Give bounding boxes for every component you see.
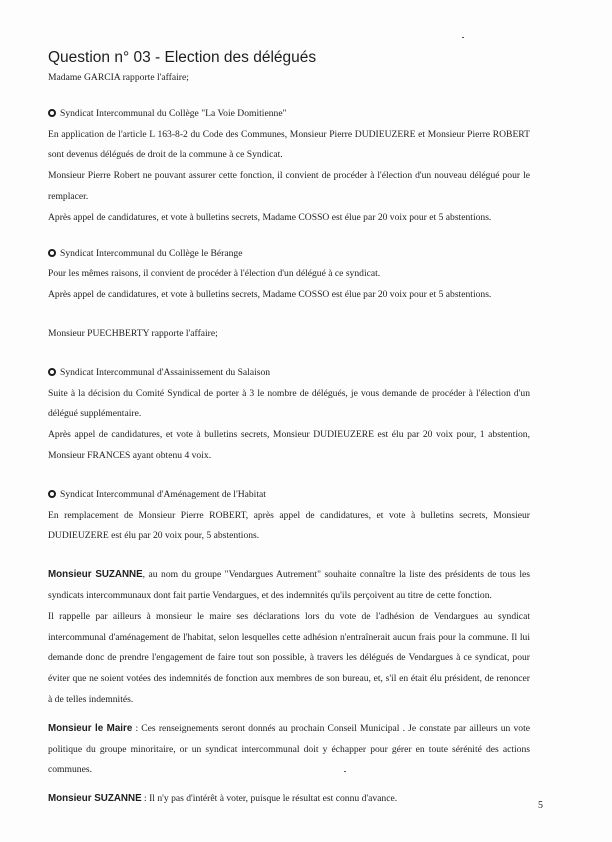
paragraph: En application de l'article L 163-8-2 du Code des Communes, Monsieur Pierre DUDIEUZERE et Monsieur Pierre ROBERT sont devenus délégués de droit de la commune à ce Syndicat.	[48, 128, 530, 161]
bullet-icon	[48, 490, 56, 498]
bullet-icon	[48, 368, 56, 376]
paragraph: Il rappelle par ailleurs à monsieur le maire ses déclarations lors du vote de l'adhésion de Vendargues au syndicat intercommunal d'aménagement de l'habitat, selon lesquelles cette adhésion n'entraînerait aucun frais pour la commune. Il lui demande donc de prendre l'engagement de faire tout son possible, à travers les délégués de Vendargues à ce syndicat, pour éviter que ne soient votées des indemnités de fonction aux membres de son bureau, et, s'il en était élu président, de renoncer à de telles indemnités.	[48, 610, 530, 705]
speaker-name: Monsieur SUZANNE	[48, 793, 142, 805]
bullet-icon	[48, 249, 56, 257]
intro-line-2: Monsieur PUECHBERTY rapporte l'affaire;	[48, 327, 218, 339]
scan-speck	[344, 771, 346, 772]
paragraph: Suite à la décision du Comité Syndical de porter à 3 le nombre de délégués, je vous demande de procéder à l'élection d'un délégué supplémentaire.	[48, 387, 530, 420]
paragraph: Après appel de candidatures, et vote à bulletins secrets, Madame COSSO est élue par 20 voix pour et 5 abstentions.	[48, 289, 492, 301]
page-title: Question n° 03 - Election des délégués	[48, 49, 317, 66]
debate-entry: Monsieur SUZANNE : Il n'y pas d'intérêt à voter, puisque le résultat est connu d'avance.	[48, 793, 398, 805]
section-heading-habitat: Syndicat Intercommunal d'Aménagement de l'Habitat	[48, 485, 530, 506]
bullet-icon	[48, 109, 56, 117]
section-heading-salaison: Syndicat Intercommunal d'Assainissement du Salaison	[48, 363, 530, 384]
speaker-name: Monsieur le Maire	[48, 722, 133, 734]
page-number: 5	[538, 800, 543, 811]
paragraph: En remplacement de Monsieur Pierre ROBERT, après appel de candidatures, et vote à bulletins secrets, Monsieur DUDIEUZERE est élu par 20 voix pour, 5 abstentions.	[48, 509, 530, 542]
scan-speck	[462, 37, 464, 38]
debate-entry: Monsieur SUZANNE, au nom du groupe "Vendargues Autrement" souhaite connaître la liste des présidents de tous les syndicats intercommunaux dont fait partie Vendargues, et des indemnités qu'ils perçoivent au titre de cette fonction.	[48, 569, 530, 601]
section-heading-berange: Syndicat Intercommunal du Collège le Bérange	[48, 244, 530, 265]
document-body	[48, 48, 530, 810]
section-heading-voie-domitienne: Syndicat Intercommunal du Collège "La Voie Domitienne"	[48, 104, 530, 125]
paragraph: Monsieur Pierre Robert ne pouvant assurer cette fonction, il convient de procéder à l'élection d'un nouveau délégué pour le remplacer.	[48, 170, 530, 202]
speaker-name: Monsieur SUZANNE	[48, 569, 143, 581]
paragraph: Après appel de candidatures, et vote à bulletins secrets, Madame COSSO est élue par 20 voix pour et 5 abstentions.	[48, 211, 492, 223]
debate-entry: Monsieur le Maire : Ces renseignements seront donnés au prochain Conseil Municipal . Je constate par ailleurs un vote politique du groupe minoritaire, or un syndicat intercommunal doit y échapper pour gérer en toute sérénité des actions communes.	[48, 722, 530, 776]
paragraph: Après appel de candidatures, et vote à bulletins secrets, Monsieur DUDIEUZERE est élu par 20 voix pour, 1 abstention, Monsieur FRANCES ayant obtenu 4 voix.	[48, 429, 530, 461]
intro-line: Madame GARCIA rapporte l'affaire;	[48, 72, 189, 83]
paragraph: Pour les mêmes raisons, il convient de procéder à l'élection d'un délégué à ce syndicat.	[48, 268, 381, 280]
